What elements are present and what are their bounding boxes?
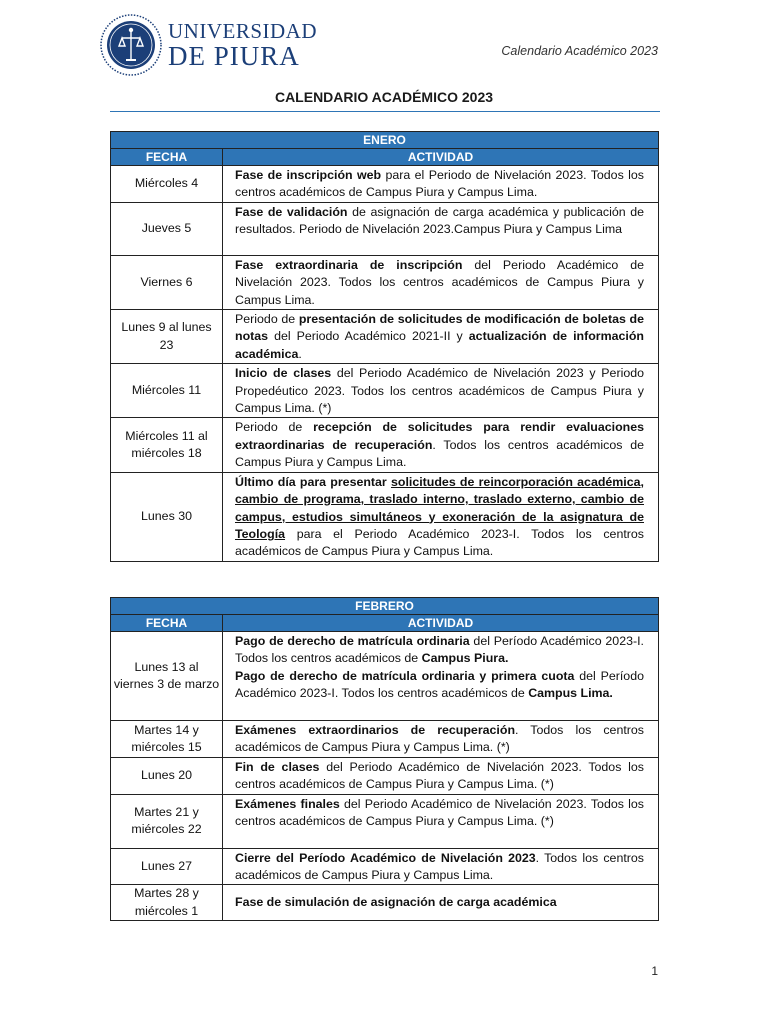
- title-divider: [110, 111, 660, 112]
- university-logo: [100, 14, 317, 76]
- activity-text-bold: Fin de clases: [235, 759, 320, 774]
- row-activity: [223, 418, 659, 472]
- activity-text-bold: Pago de derecho de matrícula ordinaria: [235, 634, 470, 648]
- table-row: [111, 202, 659, 255]
- activity-text-bold: solicitudes de reincorporación académica, cambio de programa, traslado interno, traslado externo, cambio de campus, estudios simultáneos y exoneración de la asignatura de Teología: [235, 474, 644, 541]
- table-row: [111, 310, 659, 364]
- row-date: Lunes 27: [111, 848, 223, 885]
- table-row: [111, 794, 659, 848]
- activity-text: de asignación de carga académica y publicación de resultados. Periodo de Nivelación 2023.Campus Piura y Campus Lima: [235, 204, 644, 237]
- table-row: [111, 255, 659, 309]
- university-seal-icon: [100, 14, 162, 76]
- activity-text-bold: recepción de solicitudes para rendir evaluaciones extraordinarias de recuperación: [235, 420, 644, 452]
- row-activity: [223, 794, 659, 848]
- activity-text: . Todos los centros académicos de Campus Piura y Campus Lima.: [235, 850, 644, 883]
- row-activity: [223, 166, 659, 203]
- row-activity: [223, 848, 659, 885]
- activity-text-bold: Fase extraordinaria de inscripción: [235, 257, 463, 272]
- activity-text-bold: Cierre del Período Académico de Nivelación 2023: [235, 850, 536, 865]
- table-row: [111, 848, 659, 885]
- table-row: [111, 418, 659, 472]
- calendar-table-febrero: [110, 597, 659, 921]
- month-header: FEBRERO: [111, 598, 659, 615]
- calendar-table-enero: [110, 131, 659, 562]
- activity-text-bold: actualización de información académica: [235, 329, 644, 361]
- activity-text-bold: presentación de solicitudes de modificación de boletas de notas: [235, 312, 644, 344]
- row-activity: [223, 721, 659, 758]
- row-date: Miércoles 11 al miércoles 18: [111, 418, 223, 472]
- document-label: Calendario Académico 2023: [501, 44, 658, 58]
- row-date: Lunes 13 al viernes 3 de marzo: [111, 632, 223, 721]
- logo-line-2: DE PIURA: [168, 40, 300, 71]
- activity-text: del Periodo Académico de Nivelación 2023. Todos los centros académicos de Campus Piura y Campus Lima.: [235, 257, 644, 307]
- activity-text-bold: Pago de derecho de matrícula ordinaria y primera cuota: [235, 668, 575, 683]
- activity-text-bold: Fase de validación: [235, 204, 348, 219]
- row-activity: [223, 255, 659, 309]
- column-header-activity: ACTIVIDAD: [223, 615, 659, 632]
- activity-text: del Periodo Académico 2021-II y: [268, 329, 469, 344]
- table-row: [111, 885, 659, 920]
- row-activity: [223, 632, 659, 721]
- activity-text-bold: Fase de inscripción web: [235, 168, 382, 182]
- activity-text: para el Periodo de Nivelación 2023. Todos los centros académicos de Campus Piura y Campus Lima.: [235, 168, 644, 200]
- row-activity: [223, 202, 659, 255]
- row-date: Lunes 20: [111, 757, 223, 794]
- table-row: [111, 472, 659, 561]
- table-row: [111, 721, 659, 758]
- activity-text: . Todos los centros académicos de Campus Piura y Campus Lima.: [235, 437, 644, 470]
- activity-text: del Periodo Académico de Nivelación 2023 y Periodo Propedéutico 2023. Todos los centros académicos de Campus Piura y Campus Lima. (*): [235, 366, 644, 416]
- activity-text: del Período Académico 2023-I. Todos los centros académicos de: [235, 634, 644, 666]
- activity-text-bold: Último día para presentar: [235, 474, 391, 489]
- column-header-date: FECHA: [111, 149, 223, 166]
- page-title: CALENDARIO ACADÉMICO 2023: [274, 89, 494, 105]
- activity-text: . Todos los centros académicos de Campus Piura y Campus Lima. (*): [235, 723, 644, 755]
- row-date: Miércoles 11: [111, 364, 223, 418]
- row-date: Martes 21 y miércoles 22: [111, 794, 223, 848]
- row-date: Lunes 30: [111, 472, 223, 561]
- row-date: Jueves 5: [111, 202, 223, 255]
- activity-text-bold: Exámenes extraordinarios de recuperación: [235, 723, 516, 737]
- activity-text-bold: Campus Piura.: [421, 651, 509, 666]
- activity-text: para el Periodo Académico 2023-I. Todos los centros académicos de Campus Piura y Campus Lima.: [235, 526, 644, 559]
- table-row: [111, 757, 659, 794]
- row-date: Martes 14 y miércoles 15: [111, 721, 223, 758]
- logo-line-1: UNIVERSIDAD: [168, 18, 317, 43]
- activity-text-bold: Campus Lima.: [528, 686, 613, 701]
- activity-text-bold: Fase de simulación de asignación de carga académica: [235, 895, 557, 910]
- column-header-date: FECHA: [111, 615, 223, 632]
- column-header-activity: ACTIVIDAD: [223, 149, 659, 166]
- row-activity: [223, 757, 659, 794]
- row-date: Lunes 9 al lunes 23: [111, 310, 223, 364]
- activity-text: del Período Académico 2023-I. Todos los centros académicos de: [235, 668, 644, 701]
- table-row: [111, 364, 659, 418]
- row-date: Miércoles 4: [111, 166, 223, 203]
- activity-text: Periodo de: [235, 312, 299, 327]
- page-number: 1: [651, 964, 658, 978]
- table-row: [111, 632, 659, 721]
- activity-text: .: [298, 346, 302, 361]
- row-activity: [223, 885, 659, 920]
- activity-text: Periodo de: [235, 420, 314, 435]
- row-date: Viernes 6: [111, 255, 223, 309]
- row-activity: [223, 472, 659, 561]
- activity-text: del Periodo Académico de Nivelación 2023. Todos los centros académicos de Campus Piura y Campus Lima. (*): [235, 796, 644, 829]
- activity-text-bold: Inicio de clases: [235, 366, 332, 381]
- activity-text: del Periodo Académico de Nivelación 2023. Todos los centros académicos de Campus Piura y Campus Lima. (*): [235, 759, 644, 792]
- month-header: ENERO: [111, 132, 659, 149]
- activity-text-bold: Exámenes finales: [235, 796, 340, 811]
- row-date: Martes 28 y miércoles 1: [111, 885, 223, 920]
- table-row: [111, 166, 659, 203]
- row-activity: [223, 310, 659, 364]
- row-activity: [223, 364, 659, 418]
